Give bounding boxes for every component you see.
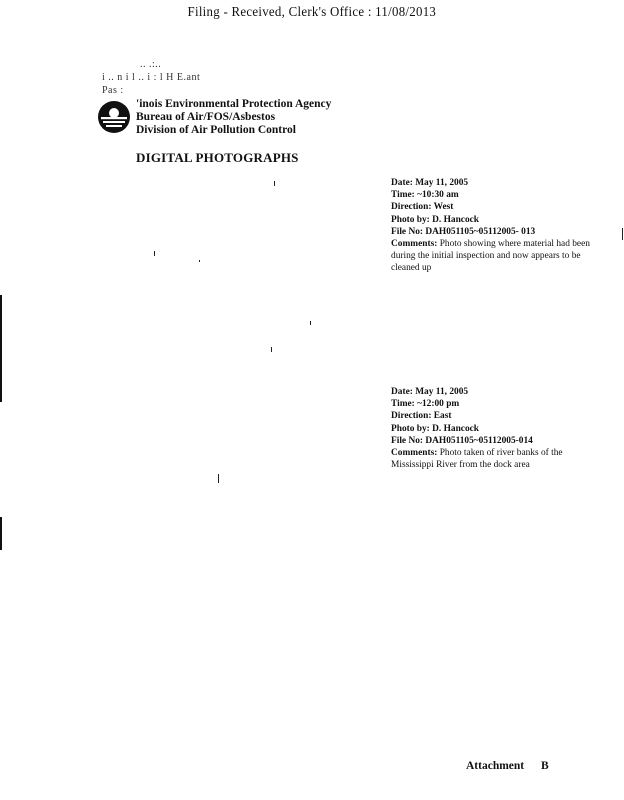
- agency-division: Division of Air Pollution Control: [136, 124, 296, 136]
- scan-speck: [622, 228, 623, 240]
- photo-1-photographer: Photo by: D. Hancock: [391, 214, 480, 225]
- scan-speck: [271, 347, 272, 352]
- photo-caption-2: [391, 386, 606, 471]
- agency-name: 'inois Environmental Protection Agency: [136, 98, 332, 110]
- photo-1-direction: Direction: West: [391, 202, 454, 213]
- photo-1-date: Date: May 11, 2005: [391, 178, 469, 188]
- scan-speck: [274, 181, 275, 186]
- scan-speck: [154, 251, 155, 256]
- photo-2-direction: Direction: East: [391, 411, 452, 422]
- photo-2-time: Time: ~12:00 pm: [391, 399, 460, 410]
- filing-stamp: Filing - Received, Clerk's Office : 11/08/2013: [187, 5, 437, 20]
- agency-bureau: Bureau of Air/FOS/Asbestos: [136, 111, 276, 123]
- photo-1-time: Time: ~10:30 am: [391, 190, 459, 201]
- agency-block: [136, 98, 331, 137]
- photo-1-file-no: File No: DAH051105~05112005- 013: [391, 226, 536, 237]
- photo-2-comments-label: Comments:: [391, 448, 438, 459]
- scan-edge-bar: [0, 295, 2, 402]
- faint-fragment-3: Pas :: [102, 85, 124, 96]
- scan-speck: [218, 474, 219, 483]
- photo-1-comments-label: Comments:: [391, 239, 438, 250]
- attachment-label: Attachment: [466, 760, 525, 772]
- photo-2-photographer: Photo by: D. Hancock: [391, 423, 480, 434]
- faint-fragment-1: .. .:..: [140, 59, 162, 70]
- photo-2-file-no: File No: DAH051105~05112005-014: [391, 435, 533, 446]
- scan-speck: [310, 321, 311, 325]
- photo-2-comments-text: Photo taken of river banks of the Mississippi River from the dock area: [391, 448, 563, 471]
- scan-edge-bar: [0, 517, 2, 550]
- agency-logo-icon: [97, 100, 131, 134]
- photo-2-comments: [391, 447, 606, 471]
- photo-caption-1: [391, 177, 606, 275]
- photo-1-comments-text: Photo showing where material had been during the initial inspection and now appears to be cleaned up: [391, 239, 590, 274]
- photo-2-date: Date: May 11, 2005: [391, 387, 469, 397]
- scan-speck: [199, 260, 200, 262]
- faint-fragment-2: i .. n i l .. i : l H E.ant: [102, 72, 201, 83]
- page-title: DIGITAL PHOTOGRAPHS: [136, 150, 299, 165]
- photo-1-comments: [391, 238, 606, 275]
- attachment-letter: B: [541, 760, 549, 772]
